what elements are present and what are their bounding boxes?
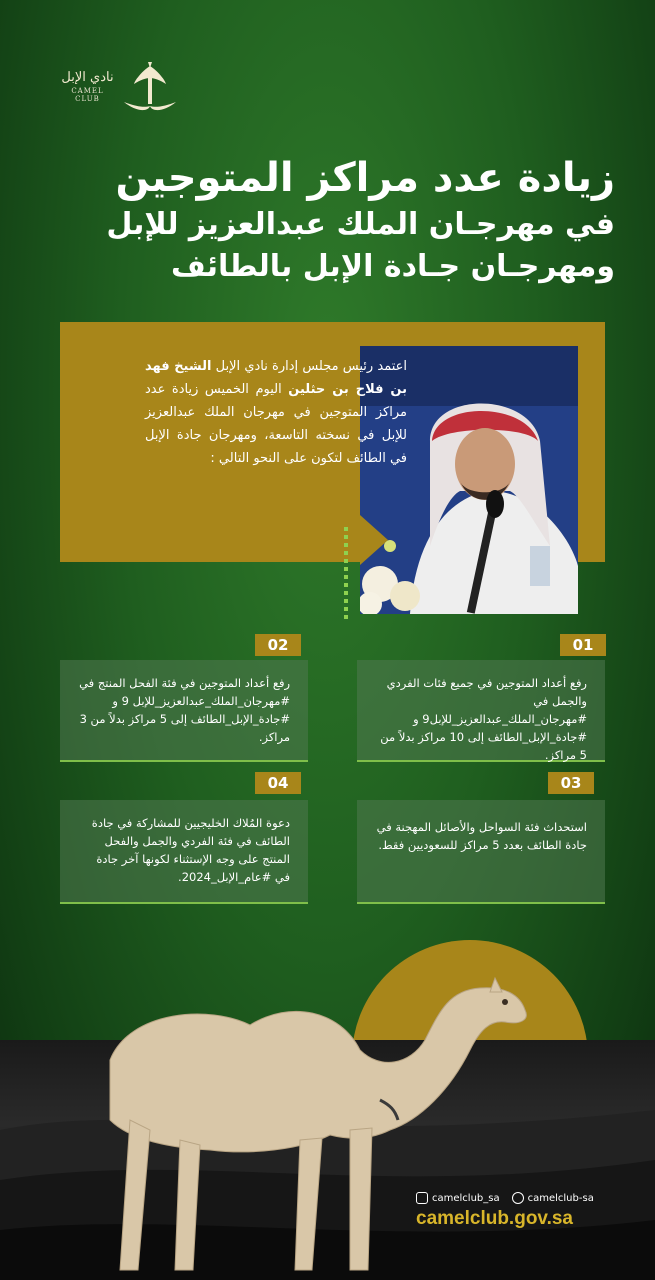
card-number-01: 01 bbox=[560, 634, 606, 656]
camel-illustration bbox=[50, 970, 570, 1280]
logo-arabic-name: نادي الإبل bbox=[61, 70, 114, 85]
intro-paragraph bbox=[145, 355, 407, 470]
card-number-02: 02 bbox=[255, 634, 301, 656]
photo-arrow-notch bbox=[360, 515, 400, 565]
headline-line-1: زيادة عدد مراكز المتوجين bbox=[115, 155, 615, 201]
card-04 bbox=[60, 800, 308, 904]
instagram-handle-text: camelclub_sa bbox=[432, 1192, 500, 1204]
card-03 bbox=[357, 800, 605, 904]
intro-name: الشيخ فهد بن فلاح بن حثلين bbox=[145, 359, 407, 397]
intro-part-1: اعتمد رئيس مجلس إدارة نادي الإبل bbox=[211, 359, 407, 374]
headline bbox=[55, 152, 615, 288]
snapchat-handle[interactable] bbox=[512, 1192, 594, 1204]
card-02-text: رفع أعداد المتوجين في فئة الفحل المنتج في #مهرجان_الملك_عبدالعزيز_للإبل 9 و #جادة_الإبل_الطائف إلى 5 مراكز بدلاً من 3 مراكز. bbox=[79, 676, 290, 744]
card-02 bbox=[60, 660, 308, 762]
card-01-text: رفع أعداد المتوجين في جميع فئات الفردي والجمل في #مهرجان_الملك_عبدالعزيز_للإبل9 و #جادة_الإبل_الطائف إلى 10 مراكز بدلاً من 5 مراكز. bbox=[380, 676, 587, 762]
logo-text bbox=[60, 70, 115, 103]
intro-part-2: اليوم الخميس زيادة عدد مراكز المتوجين في مهرجان الملك عبدالعزيز للإبل في نسخته التاسعة، ومهرجان جادة الإبل في الطائف لتكون على النحو التالي : bbox=[145, 382, 407, 466]
snapchat-handle-text: camelclub-sa bbox=[527, 1192, 594, 1204]
website-link[interactable]: camelclub.gov.sa bbox=[416, 1208, 573, 1229]
palm-swords-icon bbox=[118, 62, 182, 122]
card-03-text: استحداث فئة السواحل والأصائل المهجنة في جادة الطائف بعدد 5 مراكز للسعوديين فقط. bbox=[376, 820, 587, 852]
camel-club-logo bbox=[60, 62, 190, 132]
social-handles bbox=[416, 1192, 616, 1204]
footer bbox=[416, 1192, 616, 1230]
instagram-icon bbox=[416, 1192, 428, 1204]
card-01 bbox=[357, 660, 605, 762]
instagram-handle[interactable] bbox=[416, 1192, 500, 1204]
card-04-text: دعوة المُلاك الخليجيين للمشاركة في جادة الطائف في فئة الفردي والجمل والفحل المنتج على وجه الإستثناء لكونها آخر جادة في #عام_الإبل_2024. bbox=[91, 816, 290, 884]
card-number-03: 03 bbox=[548, 772, 594, 794]
card-number-04: 04 bbox=[255, 772, 301, 794]
headline-line-2: في مهرجـان الملك عبدالعزيز للإبل bbox=[106, 207, 615, 242]
logo-english-name: CAMEL CLUB bbox=[71, 87, 104, 103]
snapchat-icon bbox=[512, 1192, 524, 1204]
headline-line-3: ومهرجـان جـادة الإبل بالطائف bbox=[171, 249, 615, 284]
